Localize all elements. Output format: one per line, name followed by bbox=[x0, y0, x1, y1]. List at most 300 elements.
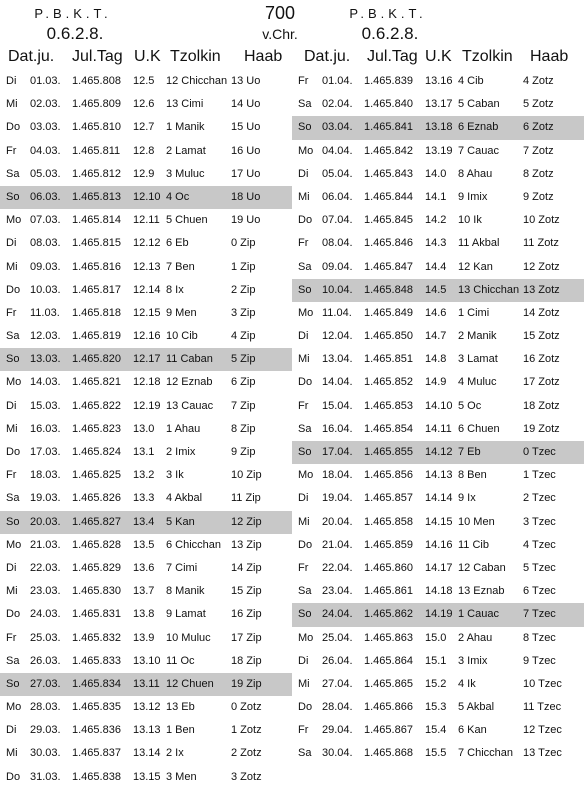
cell-tz: 5 Kan bbox=[166, 515, 195, 528]
cell-day: Mo bbox=[298, 631, 314, 644]
cell-date: 06.04. bbox=[322, 190, 353, 203]
cell-tz: 9 Imix bbox=[458, 190, 488, 203]
cell-uk: 13.19 bbox=[425, 144, 453, 157]
cell-date: 06.03. bbox=[30, 190, 61, 203]
cell-haab: 18 Zip bbox=[231, 654, 262, 667]
table-row bbox=[0, 673, 292, 696]
table-row bbox=[0, 186, 292, 209]
cell-tz: 5 Caban bbox=[458, 98, 500, 111]
table-row bbox=[292, 696, 584, 719]
cell-day: Mo bbox=[298, 469, 314, 482]
cell-day: Mi bbox=[298, 190, 310, 203]
cell-jd: 1.465.834 bbox=[72, 677, 121, 690]
table-row bbox=[0, 603, 292, 626]
right-pbkt-label: P.B.K.T. bbox=[349, 6, 427, 21]
cell-tz: 5 Akbal bbox=[458, 701, 495, 714]
cell-tz: 6 Chicchan bbox=[166, 538, 222, 551]
cell-uk: 13.15 bbox=[133, 770, 161, 783]
cell-jd: 1.465.838 bbox=[72, 770, 121, 783]
cell-haab: 14 Zip bbox=[231, 561, 262, 574]
table-row bbox=[292, 116, 584, 139]
cell-uk: 14.13 bbox=[425, 469, 453, 482]
cell-uk: 13.18 bbox=[425, 121, 453, 134]
cell-jd: 1.465.843 bbox=[364, 167, 413, 180]
cell-haab: 15 Zotz bbox=[523, 330, 560, 343]
cell-jd: 1.465.813 bbox=[72, 190, 121, 203]
cell-uk: 13.0 bbox=[133, 422, 155, 435]
cell-day: Sa bbox=[298, 585, 312, 598]
cell-date: 19.04. bbox=[322, 492, 353, 505]
cell-day: Do bbox=[298, 538, 313, 551]
cell-jd: 1.465.827 bbox=[72, 515, 121, 528]
cell-date: 13.03. bbox=[30, 353, 61, 366]
cell-date: 25.03. bbox=[30, 631, 61, 644]
era-label: v.Chr. bbox=[262, 26, 298, 42]
cell-jd: 1.465.826 bbox=[72, 492, 121, 505]
cell-tz: 13 Eb bbox=[166, 701, 195, 714]
cell-day: Mi bbox=[6, 260, 18, 273]
left-col-haab: Haab bbox=[244, 48, 283, 65]
cell-jd: 1.465.819 bbox=[72, 330, 121, 343]
cell-uk: 13.1 bbox=[133, 446, 155, 458]
cell-haab: 6 Zotz bbox=[523, 121, 554, 134]
cell-tz: 13 Cimi bbox=[166, 98, 204, 111]
table-row bbox=[292, 302, 584, 325]
cell-day: Fr bbox=[298, 724, 309, 737]
table-row bbox=[292, 279, 584, 302]
cell-tz: 1 Cimi bbox=[458, 306, 490, 319]
cell-uk: 13.14 bbox=[133, 747, 161, 760]
cell-jd: 1.465.822 bbox=[72, 399, 121, 412]
cell-date: 29.03. bbox=[30, 724, 61, 737]
cell-uk: 15.3 bbox=[425, 701, 447, 714]
cell-haab: 11 Tzec bbox=[523, 701, 562, 714]
cell-haab: 13 Zotz bbox=[523, 283, 560, 296]
cell-tz: 3 Lamat bbox=[458, 353, 498, 366]
cell-haab: 12 Tzec bbox=[523, 724, 562, 737]
table-row bbox=[0, 534, 292, 557]
cell-haab: 13 Zip bbox=[231, 538, 262, 551]
cell-jd: 1.465.867 bbox=[364, 724, 413, 737]
cell-tz: 9 Men bbox=[166, 306, 197, 319]
table-row bbox=[292, 186, 584, 209]
cell-date: 04.04. bbox=[322, 144, 353, 157]
cell-haab: 9 Zip bbox=[231, 446, 256, 458]
cell-haab: 16 Zotz bbox=[523, 353, 560, 366]
cell-haab: 5 Zotz bbox=[523, 98, 554, 111]
cell-haab: 15 Zip bbox=[231, 585, 262, 598]
cell-jd: 1.465.850 bbox=[364, 330, 413, 343]
cell-uk: 12.18 bbox=[133, 376, 161, 389]
cell-tz: 3 Ik bbox=[166, 469, 184, 482]
cell-date: 07.03. bbox=[30, 214, 61, 227]
cell-haab: 13 Tzec bbox=[523, 747, 562, 760]
cell-jd: 1.465.851 bbox=[364, 353, 413, 366]
cell-haab: 10 Tzec bbox=[523, 677, 562, 690]
cell-jd: 1.465.848 bbox=[364, 283, 413, 296]
cell-tz: 6 Eb bbox=[166, 237, 189, 250]
table-row bbox=[0, 511, 292, 534]
cell-uk: 14.1 bbox=[425, 190, 447, 203]
cell-haab: 12 Zip bbox=[231, 515, 262, 528]
cell-jd: 1.465.835 bbox=[72, 701, 121, 714]
cell-day: Fr bbox=[298, 237, 309, 250]
cell-date: 10.04. bbox=[322, 283, 353, 296]
cell-date: 07.04. bbox=[322, 214, 353, 227]
cell-tz: 2 Ahau bbox=[458, 631, 493, 644]
cell-haab: 3 Tzec bbox=[523, 515, 556, 528]
cell-uk: 14.14 bbox=[425, 492, 453, 505]
left-col-uk: U.K bbox=[134, 48, 161, 65]
cell-tz: 5 Chuen bbox=[166, 214, 208, 227]
cell-uk: 12.5 bbox=[133, 75, 155, 87]
cell-day: Mi bbox=[6, 422, 18, 435]
cell-haab: 6 Tzec bbox=[523, 585, 556, 598]
table-row bbox=[292, 371, 584, 394]
table-row bbox=[292, 742, 584, 765]
cell-day: Di bbox=[298, 330, 309, 343]
cell-haab: 3 Zotz bbox=[231, 770, 262, 783]
cell-day: Do bbox=[298, 214, 313, 227]
right-calendar-table bbox=[292, 70, 584, 766]
cell-jd: 1.465.853 bbox=[364, 399, 413, 412]
cell-jd: 1.465.858 bbox=[364, 515, 413, 528]
cell-jd: 1.465.861 bbox=[364, 585, 413, 598]
right-col-uk: U.K bbox=[425, 48, 452, 65]
cell-date: 26.04. bbox=[322, 654, 353, 667]
cell-tz: 7 Ben bbox=[166, 260, 195, 273]
cell-jd: 1.465.865 bbox=[364, 677, 413, 690]
cell-day: So bbox=[6, 190, 20, 203]
cell-date: 24.03. bbox=[30, 608, 61, 621]
table-row bbox=[292, 441, 584, 464]
cell-haab: 0 Tzec bbox=[523, 446, 556, 458]
table-row bbox=[292, 348, 584, 371]
cell-jd: 1.465.812 bbox=[72, 167, 121, 180]
cell-day: Sa bbox=[298, 747, 312, 760]
cell-tz: 3 Men bbox=[166, 770, 197, 783]
cell-uk: 14.10 bbox=[425, 399, 453, 412]
cell-jd: 1.465.849 bbox=[364, 306, 413, 319]
cell-haab: 11 Zotz bbox=[523, 237, 559, 250]
right-col-haab: Haab bbox=[530, 48, 569, 65]
table-row bbox=[292, 580, 584, 603]
cell-uk: 14.0 bbox=[425, 167, 447, 180]
cell-date: 08.04. bbox=[322, 237, 353, 250]
cell-date: 29.04. bbox=[322, 724, 353, 737]
cell-day: Do bbox=[298, 376, 313, 389]
cell-date: 15.04. bbox=[322, 399, 353, 412]
cell-date: 09.04. bbox=[322, 260, 353, 273]
cell-jd: 1.465.828 bbox=[72, 538, 121, 551]
cell-jd: 1.465.842 bbox=[364, 144, 413, 157]
cell-tz: 10 Men bbox=[458, 515, 495, 528]
cell-jd: 1.465.847 bbox=[364, 260, 413, 273]
cell-day: So bbox=[6, 677, 20, 690]
cell-tz: 7 Eb bbox=[458, 446, 481, 458]
cell-jd: 1.465.808 bbox=[72, 75, 121, 87]
table-row bbox=[292, 557, 584, 580]
cell-day: Do bbox=[6, 446, 21, 458]
table-row bbox=[0, 441, 292, 464]
cell-haab: 2 Tzec bbox=[523, 492, 556, 505]
cell-uk: 14.15 bbox=[425, 515, 453, 528]
cell-day: Do bbox=[6, 608, 21, 621]
cell-day: Sa bbox=[6, 330, 20, 343]
cell-jd: 1.465.856 bbox=[364, 469, 413, 482]
cell-haab: 3 Zip bbox=[231, 306, 256, 319]
cell-uk: 13.6 bbox=[133, 561, 155, 574]
table-row bbox=[292, 603, 584, 626]
cell-day: Di bbox=[298, 167, 309, 180]
cell-date: 09.03. bbox=[30, 260, 61, 273]
cell-day: Mo bbox=[6, 701, 22, 714]
table-row bbox=[0, 580, 292, 603]
cell-uk: 13.10 bbox=[133, 654, 161, 667]
cell-tz: 11 Caban bbox=[166, 353, 213, 366]
cell-uk: 12.17 bbox=[133, 353, 161, 366]
cell-jd: 1.465.845 bbox=[364, 214, 413, 227]
cell-jd: 1.465.815 bbox=[72, 237, 121, 250]
cell-day: Di bbox=[298, 492, 309, 505]
table-row bbox=[292, 673, 584, 696]
table-row bbox=[292, 534, 584, 557]
cell-date: 18.04. bbox=[322, 469, 353, 482]
table-row bbox=[0, 70, 292, 93]
cell-tz: 4 Akbal bbox=[166, 492, 203, 505]
cell-day: Fr bbox=[298, 75, 309, 87]
cell-uk: 14.9 bbox=[425, 376, 447, 389]
cell-date: 27.03. bbox=[30, 677, 61, 690]
cell-tz: 3 Imix bbox=[458, 654, 488, 667]
cell-date: 23.03. bbox=[30, 585, 61, 598]
table-row bbox=[0, 696, 292, 719]
cell-uk: 14.18 bbox=[425, 585, 453, 598]
cell-date: 17.04. bbox=[322, 446, 353, 458]
cell-haab: 12 Zotz bbox=[523, 260, 560, 273]
cell-jd: 1.465.809 bbox=[72, 98, 121, 111]
cell-uk: 13.5 bbox=[133, 538, 155, 551]
cell-uk: 12.7 bbox=[133, 121, 155, 134]
cell-uk: 12.12 bbox=[133, 237, 161, 250]
cell-date: 16.03. bbox=[30, 422, 61, 435]
cell-tz: 11 Oc bbox=[166, 654, 195, 667]
table-row bbox=[292, 487, 584, 510]
left-col-jultag: Jul.Tag bbox=[72, 48, 123, 65]
cell-tz: 11 Cib bbox=[458, 538, 489, 551]
table-row bbox=[0, 116, 292, 139]
cell-day: Sa bbox=[6, 492, 20, 505]
cell-uk: 14.19 bbox=[425, 608, 453, 621]
cell-day: Di bbox=[6, 724, 17, 737]
cell-date: 31.03. bbox=[30, 770, 61, 783]
cell-day: Sa bbox=[298, 422, 312, 435]
cell-haab: 5 Zip bbox=[231, 353, 256, 366]
table-row bbox=[292, 464, 584, 487]
cell-date: 02.03. bbox=[30, 98, 61, 111]
table-row bbox=[292, 418, 584, 441]
left-col-tzolkin: Tzolkin bbox=[170, 48, 221, 65]
cell-date: 05.03. bbox=[30, 167, 61, 180]
table-row bbox=[0, 232, 292, 255]
table-row bbox=[292, 232, 584, 255]
table-row bbox=[0, 487, 292, 510]
cell-day: Mo bbox=[6, 376, 22, 389]
cell-uk: 13.7 bbox=[133, 585, 155, 598]
cell-tz: 12 Chicchan bbox=[166, 75, 228, 87]
cell-day: So bbox=[298, 283, 312, 296]
cell-tz: 1 Ben bbox=[166, 724, 195, 737]
cell-haab: 14 Uo bbox=[231, 98, 261, 111]
cell-uk: 13.12 bbox=[133, 701, 161, 714]
cell-tz: 7 Cimi bbox=[166, 561, 198, 574]
cell-day: Mi bbox=[6, 98, 18, 111]
cell-jd: 1.465.862 bbox=[364, 608, 413, 621]
cell-haab: 0 Zip bbox=[231, 237, 256, 250]
cell-haab: 5 Tzec bbox=[523, 561, 556, 574]
cell-uk: 14.6 bbox=[425, 306, 447, 319]
cell-day: Mi bbox=[298, 353, 310, 366]
table-row bbox=[0, 302, 292, 325]
cell-haab: 9 Zotz bbox=[523, 190, 554, 203]
cell-tz: 2 Manik bbox=[458, 330, 497, 343]
cell-tz: 9 Lamat bbox=[166, 608, 206, 621]
cell-tz: 8 Ahau bbox=[458, 167, 493, 180]
cell-day: Fr bbox=[6, 306, 17, 319]
cell-uk: 12.15 bbox=[133, 306, 161, 319]
cell-tz: 10 Ik bbox=[458, 214, 482, 227]
cell-day: Fr bbox=[298, 399, 309, 412]
cell-haab: 11 Zip bbox=[231, 492, 261, 505]
cell-jd: 1.465.868 bbox=[364, 747, 413, 760]
cell-day: Fr bbox=[298, 561, 309, 574]
cell-uk: 12.19 bbox=[133, 399, 161, 412]
cell-day: So bbox=[298, 446, 312, 458]
cell-jd: 1.465.866 bbox=[364, 701, 413, 714]
cell-haab: 7 Tzec bbox=[523, 608, 556, 621]
table-row bbox=[0, 650, 292, 673]
cell-date: 17.03. bbox=[30, 446, 61, 458]
cell-day: Do bbox=[6, 283, 21, 296]
cell-date: 22.03. bbox=[30, 561, 61, 574]
left-pbkt-label: P.B.K.T. bbox=[34, 6, 112, 21]
cell-tz: 7 Cauac bbox=[458, 144, 499, 157]
cell-day: Fr bbox=[6, 631, 17, 644]
cell-jd: 1.465.837 bbox=[72, 747, 121, 760]
cell-date: 08.03. bbox=[30, 237, 61, 250]
cell-haab: 9 Tzec bbox=[523, 654, 556, 667]
table-row bbox=[0, 627, 292, 650]
cell-uk: 13.11 bbox=[133, 677, 160, 690]
cell-jd: 1.465.841 bbox=[364, 121, 413, 134]
cell-tz: 10 Muluc bbox=[166, 631, 211, 644]
cell-tz: 1 Ahau bbox=[166, 422, 201, 435]
cell-day: Di bbox=[6, 237, 17, 250]
table-row bbox=[292, 395, 584, 418]
cell-haab: 1 Zotz bbox=[231, 724, 262, 737]
cell-day: Sa bbox=[6, 167, 20, 180]
cell-uk: 12.16 bbox=[133, 330, 161, 343]
cell-haab: 1 Zip bbox=[231, 260, 256, 273]
cell-uk: 15.2 bbox=[425, 677, 447, 690]
cell-uk: 15.1 bbox=[425, 654, 447, 667]
cell-uk: 15.4 bbox=[425, 724, 447, 737]
table-row bbox=[292, 627, 584, 650]
cell-haab: 1 Tzec bbox=[523, 469, 556, 482]
cell-jd: 1.465.832 bbox=[72, 631, 121, 644]
cell-date: 14.04. bbox=[322, 376, 353, 389]
cell-date: 04.03. bbox=[30, 144, 61, 157]
cell-date: 15.03. bbox=[30, 399, 61, 412]
cell-uk: 14.4 bbox=[425, 260, 447, 273]
cell-day: Di bbox=[298, 654, 309, 667]
cell-day: Do bbox=[6, 770, 21, 783]
cell-haab: 4 Zip bbox=[231, 330, 256, 343]
left-pbkt-code: 0.6.2.8. bbox=[46, 24, 104, 43]
year-label: 700 bbox=[264, 3, 296, 23]
cell-jd: 1.465.831 bbox=[72, 608, 121, 621]
cell-jd: 1.465.840 bbox=[364, 98, 413, 111]
cell-date: 11.03. bbox=[30, 306, 60, 319]
table-row bbox=[0, 163, 292, 186]
cell-haab: 10 Zotz bbox=[523, 214, 560, 227]
cell-date: 18.03. bbox=[30, 469, 61, 482]
cell-tz: 12 Caban bbox=[458, 561, 506, 574]
cell-haab: 17 Zotz bbox=[523, 376, 560, 389]
cell-jd: 1.465.846 bbox=[364, 237, 413, 250]
cell-uk: 13.4 bbox=[133, 515, 155, 528]
table-row bbox=[0, 766, 292, 789]
cell-day: Di bbox=[6, 75, 17, 87]
cell-jd: 1.465.857 bbox=[364, 492, 413, 505]
cell-haab: 16 Zip bbox=[231, 608, 262, 621]
cell-date: 28.04. bbox=[322, 701, 353, 714]
table-row bbox=[292, 650, 584, 673]
cell-day: So bbox=[6, 353, 20, 366]
cell-uk: 15.0 bbox=[425, 631, 447, 644]
cell-day: Mo bbox=[298, 306, 314, 319]
cell-tz: 4 Ik bbox=[458, 677, 476, 690]
cell-tz: 12 Chuen bbox=[166, 677, 214, 690]
cell-uk: 14.16 bbox=[425, 538, 453, 551]
cell-tz: 13 Chicchan bbox=[458, 283, 520, 296]
cell-uk: 13.8 bbox=[133, 608, 155, 621]
table-row bbox=[292, 163, 584, 186]
table-row bbox=[292, 256, 584, 279]
cell-date: 14.03. bbox=[30, 376, 61, 389]
cell-day: Di bbox=[6, 399, 17, 412]
cell-jd: 1.465.821 bbox=[72, 376, 121, 389]
cell-haab: 8 Zotz bbox=[523, 167, 554, 180]
cell-jd: 1.465.844 bbox=[364, 190, 413, 203]
cell-uk: 12.14 bbox=[133, 283, 161, 296]
cell-date: 01.04. bbox=[322, 75, 353, 87]
cell-date: 10.03. bbox=[30, 283, 61, 296]
cell-tz: 7 Chicchan bbox=[458, 747, 514, 760]
cell-day: Do bbox=[298, 701, 313, 714]
cell-haab: 8 Zip bbox=[231, 422, 256, 435]
cell-uk: 12.11 bbox=[133, 214, 160, 227]
cell-tz: 6 Eznab bbox=[458, 121, 499, 134]
cell-haab: 19 Uo bbox=[231, 214, 261, 227]
cell-tz: 1 Manik bbox=[166, 121, 205, 134]
table-row bbox=[0, 140, 292, 163]
cell-jd: 1.465.825 bbox=[72, 469, 121, 482]
cell-jd: 1.465.811 bbox=[72, 144, 121, 157]
cell-tz: 13 Cauac bbox=[166, 399, 214, 412]
cell-day: Mo bbox=[298, 144, 314, 157]
cell-tz: 4 Oc bbox=[166, 190, 190, 203]
